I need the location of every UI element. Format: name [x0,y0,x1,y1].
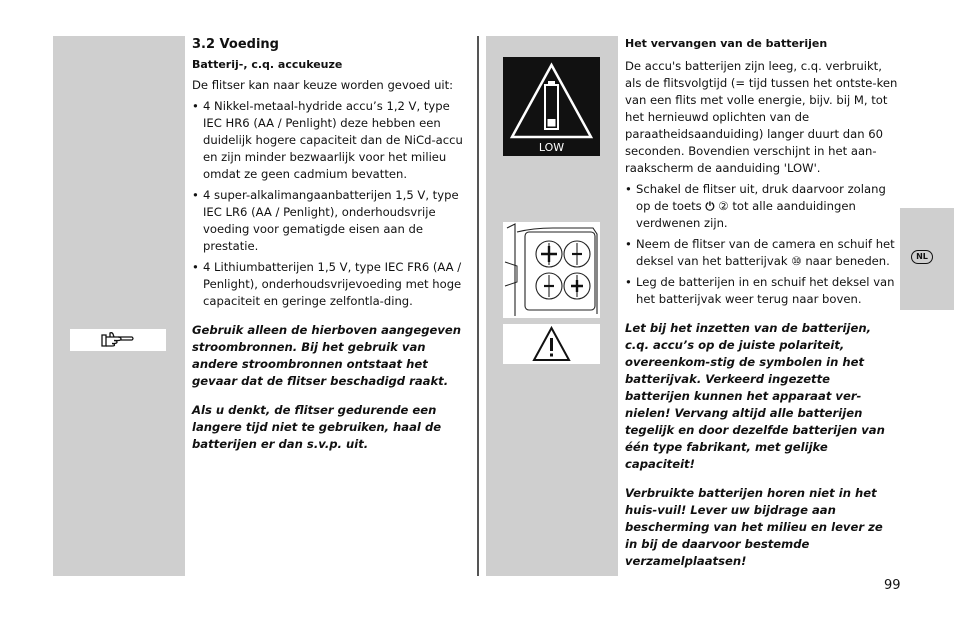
note-hand-icon [70,329,166,351]
replacement-steps [625,181,898,308]
left-text-column [192,36,468,457]
battery-compartment-figure [503,222,600,318]
left-margin-band [53,36,185,576]
column-divider [477,36,479,576]
warning-triangle-figure [503,324,600,364]
list-item: • Leg de batterijen in en schuif het deksel van het batterijvak weer terug naar boven. [625,274,898,308]
intro-text: De flitser kan naar keuze worden gevoed uit: [192,78,454,92]
step-1-suffix: ② tot alle aanduidingen verdwenen zijn. [636,199,856,230]
remove-batteries-note: Als u denkt, de flitser gedurende een langere tijd niet te gebruiken, haal de batterijen er dan s.v.p. uit. [192,403,442,451]
low-battery-figure [503,57,600,156]
section-heading: 3.2 Voeding [192,37,279,52]
replacement-heading: Het vervangen van de batterijen [625,37,828,50]
step-1-prefix: Schakel de flitser uit, druk daarvoor zolang op de toets [636,182,886,213]
section-subheading: Batterij-, c.q. accukeuze [192,58,343,71]
list-item: • Neem de flitser van de camera en schuif het deksel van het batterijvak ⑩ naar beneden. [625,236,898,270]
battery-type-list [192,98,468,310]
power-icon: ⏻ [705,199,715,213]
power-source-warning: Gebruik alleen de hierboven aangegeven stroombronnen. Bij het gebruik van andere stroombronnen ontstaat het gevaar dat de flitser beschadigd raakt. [192,323,462,388]
low-label: LOW [538,141,565,154]
polarity-warning: Let bij het inzetten van de batterijen, c.q. accu’s op de juiste polariteit, overeenkom-stig de symbolen in het batterijvak. Verkeerd ingezette batterijen kunnen het apparaat ver-nielen! Vervang altijd alle batterijen tegelijk en door dezelfde batterijen van één type fabrikant, met gelijke capaciteit! [625,321,885,471]
list-item [625,181,898,232]
list-item: • 4 super-alkalimangaanbatterijen 1,5 V, type IEC LR6 (AA / Penlight), onderhoudsvrije voeding voor gematigde eisen aan de prestatie. [192,187,468,255]
page-number: 99 [884,578,901,593]
disposal-warning: Verbruikte batterijen horen niet in het huis-vuil! Lever uw bijdrage aan bescherming van het milieu en lever ze in bij de daarvoor bestemde verzamelplaatsen! [625,486,883,568]
list-item: • 4 Nikkel-metaal-hydride accu’s 1,2 V, type IEC HR6 (AA / Penlight) deze hebben een duidelijk hogere capaciteit dan de NiCd-accu en zijn minder bezwaarlijk voor het milieu omdat ze geen cadmium bevatten. [192,98,468,183]
list-item: • 4 Lithiumbatterijen 1,5 V, type IEC FR6 (AA / Penlight), onderhoudsvrijevoeding met hoge capaciteit en geringe zelfontla-ding. [192,259,468,310]
right-text-column [625,36,898,574]
replacement-intro: De accu's batterijen zijn leeg, c.q. verbruikt, als de flitsvolgtijd (= tijd tussen het ontste-ken van een flits met volle energie, bijv. bij M, tot het hernieuwd oplichten van de paraatheidsaanduiding) langer duurt dan 60 seconden. Bovendien verschijnt in het aan-raakscherm de aanduiding 'LOW'. [625,59,898,175]
language-badge: NL [911,250,933,264]
